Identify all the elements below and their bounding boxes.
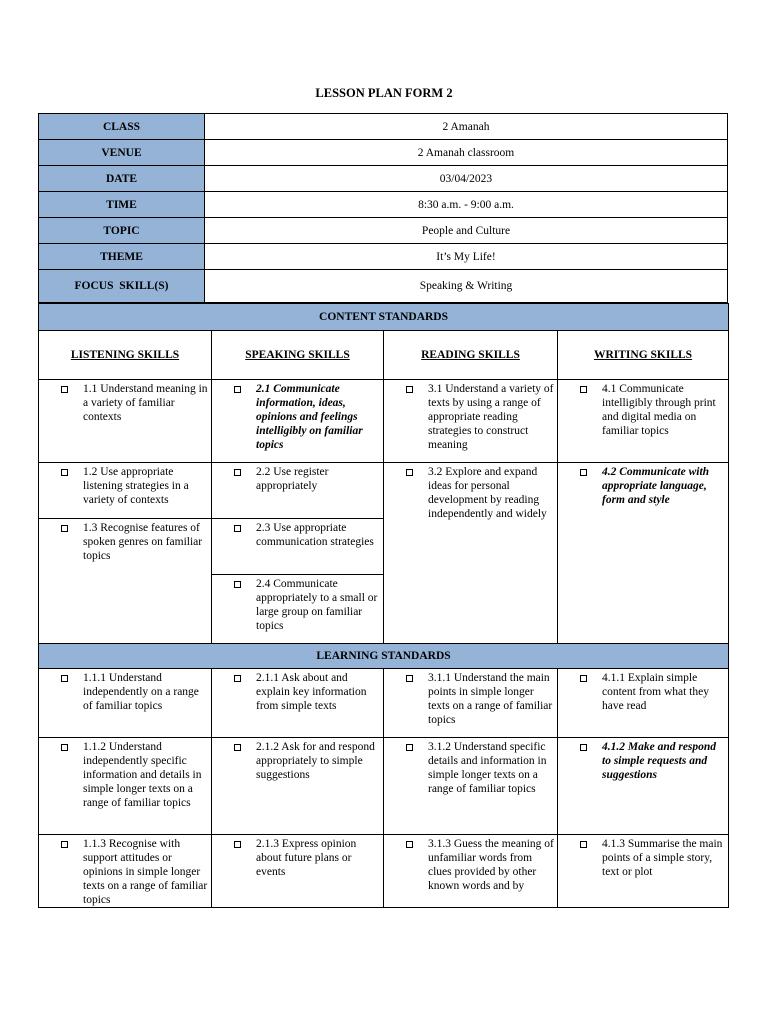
info-row-focus-skills [39,270,728,303]
content-cell [39,519,212,644]
page-title: LESSON PLAN FORM 2 [315,86,453,100]
info-value-topic: People and Culture [205,218,728,244]
checkbox-icon [406,469,413,476]
content-cell [384,380,558,463]
info-row-theme [39,244,728,270]
learning-cell [384,669,558,738]
learning-standard-text: 4.1.2 Make and respond to simple requests and suggestions [602,741,717,781]
checkbox-icon [580,744,587,751]
speaking-skills-heading: SPEAKING SKILLS [212,331,384,380]
checkbox-icon [580,469,587,476]
info-row-date [39,166,728,192]
info-label: THEME [39,244,205,270]
listening-skills-heading: LISTENING SKILLS [39,331,212,380]
content-standard-text: 1.3 Recognise features of spoken genres on familiar topics [83,522,203,562]
info-row-time [39,192,728,218]
info-label: FOCUS SKILL(S) [39,270,205,303]
learning-standard-text: 2.1.1 Ask about and explain key information from simple texts [256,672,367,712]
content-standard-text: 2.4 Communicate appropriately to a small or large group on familiar topics [256,578,378,632]
content-standard-text: 3.1 Understand a variety of texts by using a range of appropriate reading strategies to construct meaning [428,383,554,451]
checkbox-icon [234,469,241,476]
info-label: DATE [39,166,205,192]
checkbox-icon [234,386,241,393]
learning-standard-text: 2.1.3 Express opinion about future plans or events [256,838,357,878]
content-standard-text: 2.3 Use appropriate communication strategies [256,522,374,548]
checkbox-icon [234,744,241,751]
content-row [39,380,729,463]
learning-standard-text: 3.1.3 Guess the meaning of unfamiliar words from clues provided by other known words and by [428,838,554,892]
checkbox-icon [234,525,241,532]
checkbox-icon [234,581,241,588]
checkbox-icon [61,386,68,393]
learning-cell [212,738,384,835]
content-standard-text: 1.1 Understand meaning in a variety of familiar contexts [83,383,208,423]
content-cell [384,463,558,644]
learning-standard-text: 3.1.1 Understand the main points in simple longer texts on a range of familiar topics [428,672,553,726]
info-value-date: 03/04/2023 [205,166,728,192]
checkbox-icon [406,675,413,682]
info-label: CLASS [39,114,205,140]
learning-cell [212,669,384,738]
content-cell [212,519,384,575]
content-cell [39,463,212,519]
learning-cell [39,738,212,835]
content-standard-text: 3.2 Explore and expand ideas for personal development by reading independently and widely [428,466,547,520]
content-standard-text: 1.2 Use appropriate listening strategies in a variety of contexts [83,466,189,506]
learning-row [39,835,729,908]
checkbox-icon [234,675,241,682]
content-cell [212,463,384,519]
standards-table [38,303,729,908]
info-row-topic [39,218,728,244]
learning-cell [212,835,384,908]
checkbox-icon [61,841,68,848]
info-label: VENUE [39,140,205,166]
info-value-focus-skills: Speaking & Writing [205,270,728,303]
info-label: TOPIC [39,218,205,244]
learning-cell [558,669,729,738]
checkbox-icon [406,744,413,751]
skills-header-row [39,331,729,380]
checkbox-icon [61,469,68,476]
info-value-time: 8:30 a.m. - 9:00 a.m. [205,192,728,218]
checkbox-icon [61,525,68,532]
reading-skills-heading: READING SKILLS [384,331,558,380]
info-value-class: 2 Amanah [205,114,728,140]
checkbox-icon [234,841,241,848]
content-cell [212,575,384,644]
content-cell [39,380,212,463]
learning-standards-heading: LEARNING STANDARDS [39,644,729,669]
info-row-class [39,114,728,140]
checkbox-icon [406,841,413,848]
learning-cell [39,669,212,738]
learning-row [39,738,729,835]
checkbox-icon [580,386,587,393]
learning-standard-text: 1.1.3 Recognise with support attitudes or opinions in simple longer texts on a range of familiar topics [83,838,208,906]
checkbox-icon [580,841,587,848]
lesson-info-table [38,113,728,303]
learning-row [39,669,729,738]
learning-cell [39,835,212,908]
content-row [39,463,729,519]
checkbox-icon [580,675,587,682]
info-value-venue: 2 Amanah classroom [205,140,728,166]
checkbox-icon [406,386,413,393]
content-cell [558,380,729,463]
learning-standard-text: 4.1.3 Summarise the main points of a simple story, text or plot [602,838,723,878]
info-value-theme: It’s My Life! [205,244,728,270]
learning-standards-band [39,644,729,669]
learning-standard-text: 4.1.1 Explain simple content from what they have read [602,672,709,712]
learning-cell [558,738,729,835]
content-standard-text: 4.1 Communicate intelligibly through print and digital media on familiar topics [602,383,716,437]
info-row-venue [39,140,728,166]
learning-cell [384,738,558,835]
content-standard-text: 4.2 Communicate with appropriate language, form and style [602,466,710,506]
learning-cell [558,835,729,908]
content-standard-text: 2.2 Use register appropriately [256,466,329,492]
content-standards-band [39,304,729,331]
learning-cell [384,835,558,908]
checkbox-icon [61,675,68,682]
learning-standard-text: 1.1.1 Understand independently on a range of familiar topics [83,672,199,712]
checkbox-icon [61,744,68,751]
content-cell [558,463,729,644]
info-label: TIME [39,192,205,218]
learning-standard-text: 1.1.2 Understand independently specific information and details in simple longer texts on a range of familiar topics [83,741,202,809]
writing-skills-heading: WRITING SKILLS [558,331,729,380]
learning-standard-text: 2.1.2 Ask for and respond appropriately to simple suggestions [256,741,375,781]
content-standards-heading: CONTENT STANDARDS [39,304,729,331]
content-standard-text: 2.1 Communicate information, ideas, opinions and feelings intelligibly on familiar topics [256,383,363,451]
content-cell [212,380,384,463]
learning-standard-text: 3.1.2 Understand specific details and information in simple longer texts on a range of familiar topics [428,741,547,795]
